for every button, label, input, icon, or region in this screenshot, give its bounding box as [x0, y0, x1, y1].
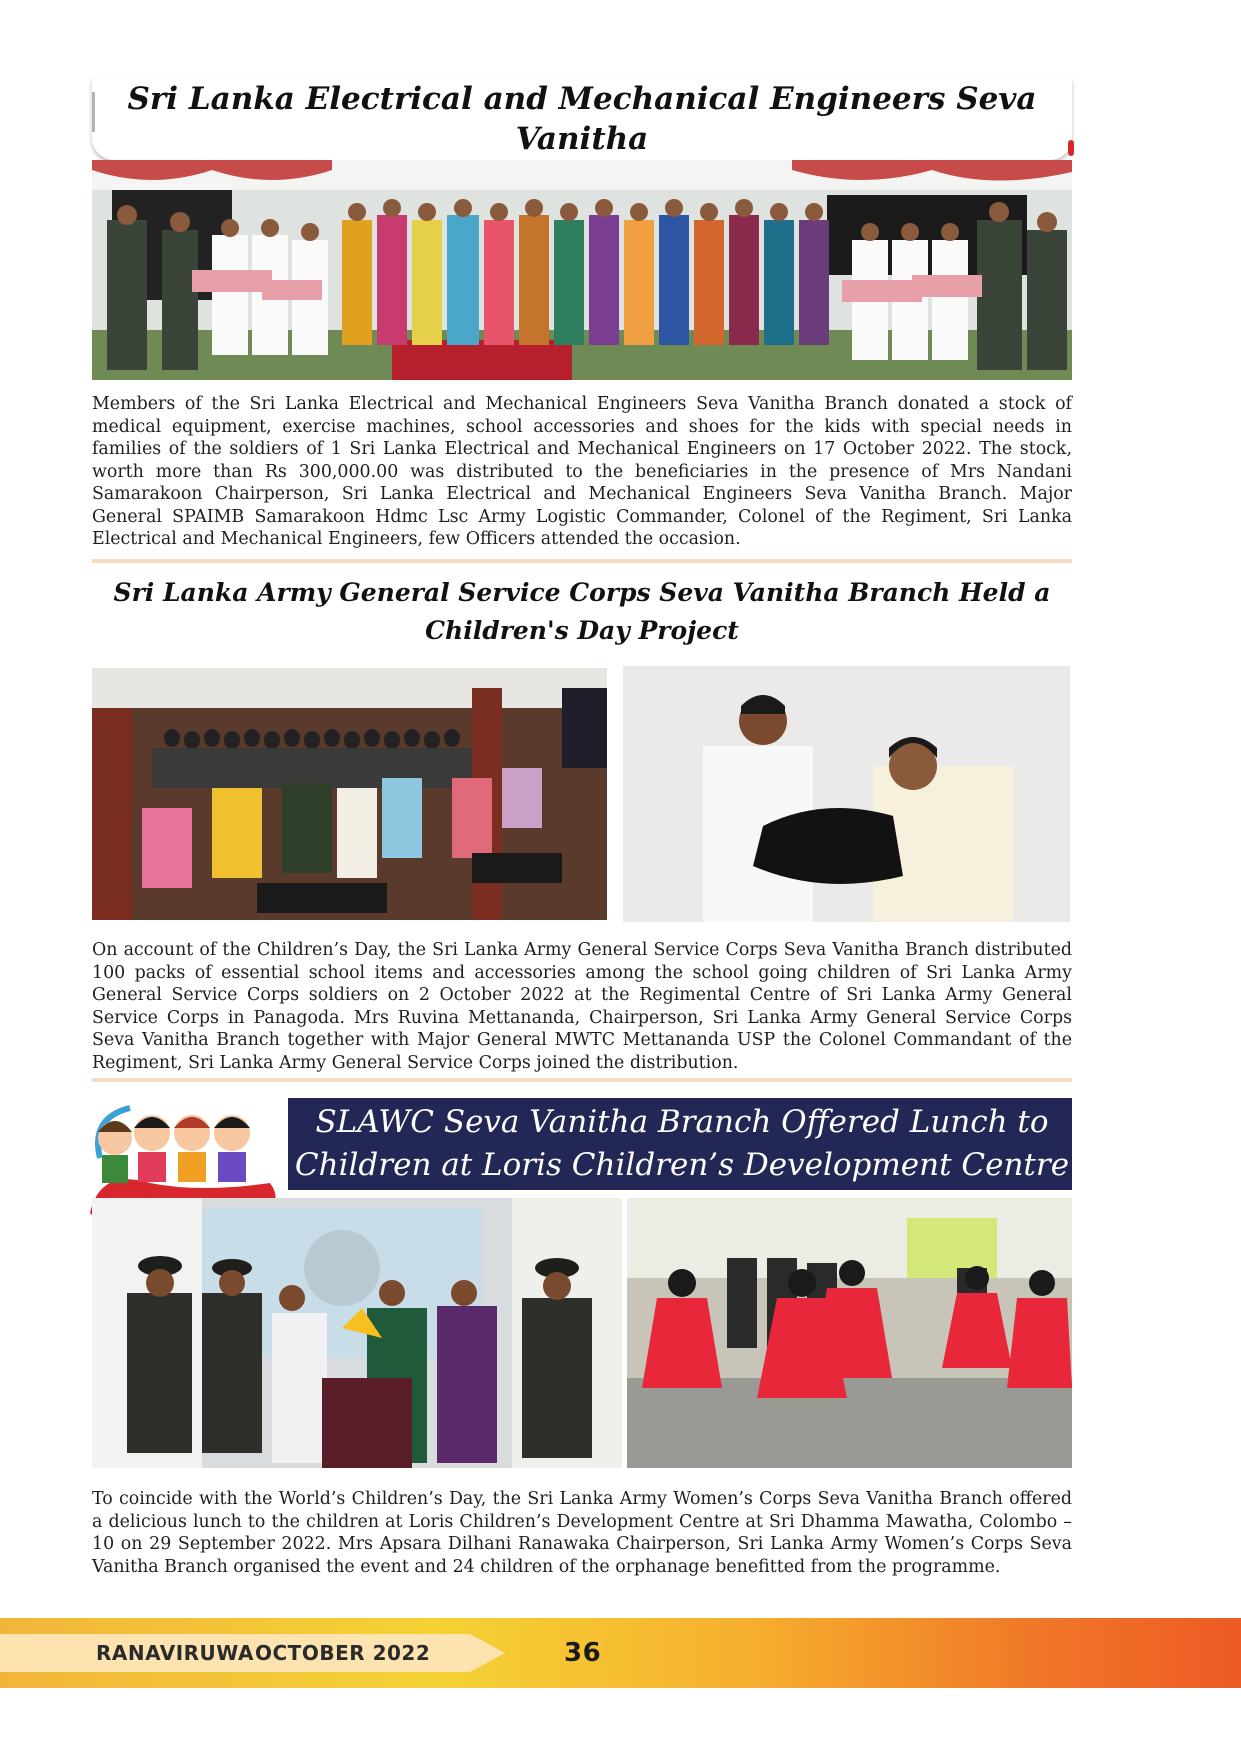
article2-title-line2: Children's Day Project: [425, 616, 739, 645]
article2-title-line1: Sri Lanka Army General Service Corps Seva Vanitha Branch Held a: [113, 578, 1051, 607]
article1-title-line1: Sri Lanka Electrical and Mechanical Engineers Seva Vanitha: [127, 81, 1037, 157]
article3-title-line1: SLAWC Seva Vanitha Branch Offered Lunch to: [315, 1104, 1049, 1140]
article2-title: [92, 574, 1072, 650]
page-number: 36: [564, 1638, 602, 1668]
article2-audience-photo: [92, 668, 607, 920]
issue-date: OCTOBER 2022: [255, 1641, 431, 1665]
article3-presentation-photo: [92, 1198, 622, 1468]
article3-body: To coincide with the World’s Children’s Day, the Sri Lanka Army Women’s Corps Seva Vanitha Branch offered a delicious lunch to the children at Loris Children’s Development Centre at Sri Dhamma Mawatha, Colombo – 10 on 29 September 2022. Mrs Apsara Dilhani Ranawaka Chairperson, Sri Lanka Army Women’s Corps Seva Vanitha Branch organised the event and 24 children of the orphanage benefitted from the programme.: [92, 1489, 1072, 1577]
article1-body: Members of the Sri Lanka Electrical and Mechanical Engineers Seva Vanitha Branch donated a stock of medical equipment, exercise machines, school accessories and shoes for the kids with special needs in families of the soldiers of 1 Sri Lanka Electrical and Mechanical Engineers on 17 October 2022. The stock, worth more than Rs 300,000.00 was distributed to the beneficiaries in the presence of Mrs Nandani Samarakoon Chairperson, Sri Lanka Electrical and Mechanical Engineers Seva Vanitha Branch. Major General SPAIMB Samarakoon Hdmc Lsc Army Logistic Commander, Colonel of the Regiment, Sri Lanka Electrical and Mechanical Engineers, few Officers attended the occasion.: [92, 394, 1072, 549]
article3-dance-photo: [627, 1198, 1072, 1468]
article1-group-photo: [92, 160, 1072, 380]
article3-title-line2: Children at Loris Children’s Development Centre: [294, 1147, 1070, 1183]
article2-handover-photo: [623, 666, 1070, 922]
magazine-name: RANAVIRUWA: [96, 1641, 254, 1665]
section-divider: [92, 1078, 1072, 1082]
article2-body: On account of the Children’s Day, the Sri Lanka Army General Service Corps Seva Vanitha Branch distributed 100 packs of essential school items and accessories among the school going children of Sri Lanka Army General Service Corps soldiers on 2 October 2022 at the Regimental Centre of Sri Lanka Army General Service Corps in Panagoda. Mrs Ruvina Mettananda, Chairperson, Sri Lanka Army General Service Corps Seva Vanitha Branch together with Major General MWTC Mettananda USP the Colonel Commandant of the Regiment, Sri Lanka Army General Service Corps joined the distribution.: [92, 940, 1072, 1073]
article3-title: [292, 1101, 1072, 1187]
section-divider: [92, 559, 1072, 563]
